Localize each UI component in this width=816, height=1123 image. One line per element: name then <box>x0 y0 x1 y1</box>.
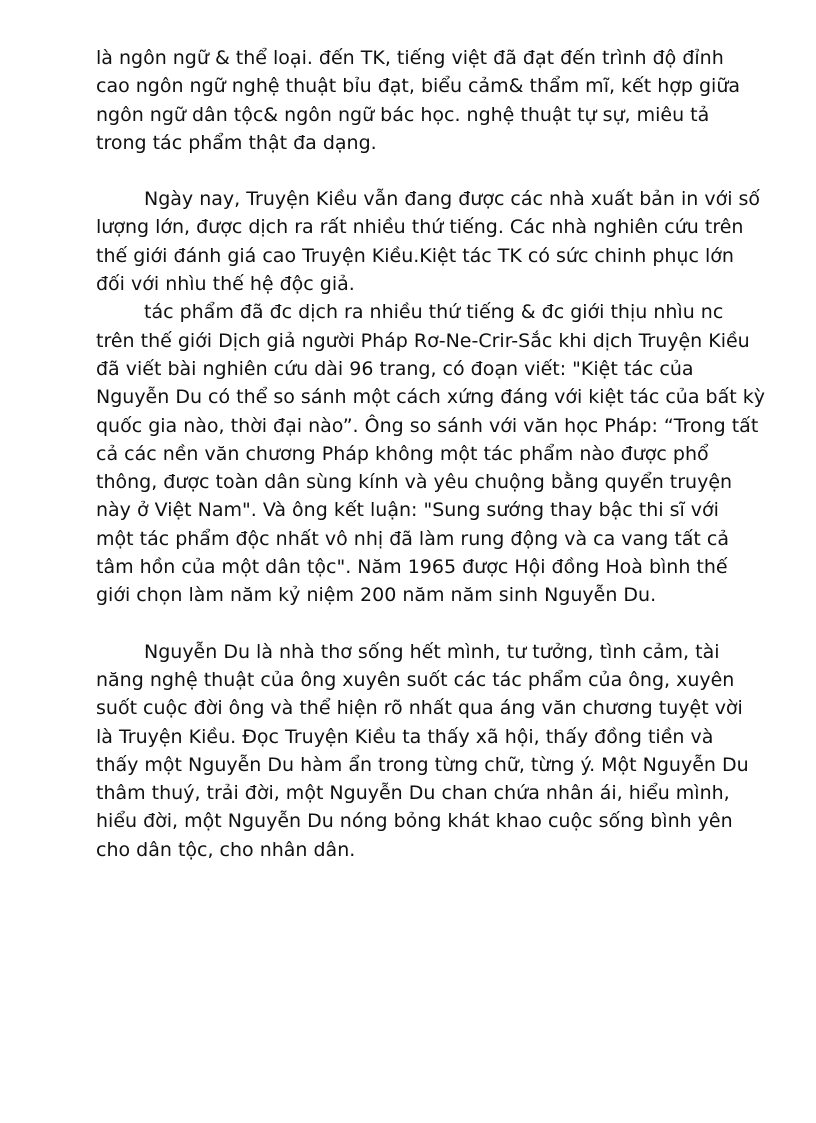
paragraph-1 <box>96 44 741 157</box>
text-line: trong tác phẩm thật đa dạng. <box>96 131 377 154</box>
text-line: giới chọn làm năm kỷ niệm 200 năm năm sinh Nguyễn Du. <box>96 584 657 607</box>
text-line: thấy một Nguyễn Du hàm ẩn trong từng chữ, từng ý. Một Nguyễn Du <box>96 753 749 776</box>
paragraph-4 <box>96 638 749 864</box>
text-line: đối với nhìu thế hệ độc giả. <box>96 273 355 296</box>
text-line: quốc gia nào, thời đại nào”. Ông so sánh với văn học Pháp: “Trong tất <box>96 414 759 437</box>
text-line: một tác phẩm độc nhất vô nhị đã làm rung động và ca vang tất cả <box>96 527 729 550</box>
document-page <box>96 44 765 864</box>
text-line: thông, được toàn dân sùng kính và yêu chuộng bằng quyển truyện <box>96 471 733 494</box>
text-line: là Truyện Kiều. Đọc Truyện Kiều ta thấy xã hội, thấy đồng tiền và <box>96 725 714 748</box>
text-line: suốt cuộc đời ông và thể hiện rõ nhất qua áng văn chương tuyệt vời <box>96 697 743 720</box>
text-line: Nguyễn Du là nhà thơ sống hết mình, tư tưởng, tình cảm, tài <box>144 640 720 663</box>
paragraph-spacer <box>96 610 736 638</box>
text-line: tâm hồn của một dân tộc". Năm 1965 được Hội đồng Hoà bình thế <box>96 556 728 579</box>
text-line: hiểu đời, một Nguyễn Du nóng bỏng khát khao cuộc sống bình yên <box>96 810 733 833</box>
paragraph-spacer <box>96 157 736 185</box>
text-line: là ngôn ngữ & thể loại. đến TK, tiếng việt đã đạt đến trình độ đỉnh <box>96 47 724 69</box>
paragraph-2 <box>96 185 761 298</box>
text-line: đã viết bài nghiên cứu dài 96 trang, có đoạn viết: "Kiệt tác của <box>96 357 694 380</box>
text-line: Ngày nay, Truyện Kiều vẫn đang được các nhà xuất bản in với số <box>144 188 761 211</box>
text-line: thế giới đánh giá cao Truyện Kiều.Kiệt tác TK có sức chinh phục lớn <box>96 244 734 267</box>
text-line: năng nghệ thuật của ông xuyên suốt các tác phẩm của ông, xuyên <box>96 668 735 691</box>
text-line: tác phẩm đã đc dịch ra nhiều thứ tiếng & đc giới thịu nhìu nc <box>144 301 724 324</box>
text-line: cao ngôn ngữ nghệ thuật bỉu đạt, biểu cảm& thẩm mĩ, kết hợp giữa <box>96 75 741 98</box>
text-line: trên thế giới Dịch giả người Pháp Rơ-Ne-Crir-Sắc khi dịch Truyện Kiều <box>96 329 750 352</box>
text-line: ngôn ngữ dân tộc& ngôn ngữ bác học. nghệ thuật tự sự, miêu tả <box>96 103 710 126</box>
text-line: Nguyễn Du có thể so sánh một cách xứng đáng với kiệt tác của bất kỳ <box>96 386 765 409</box>
text-line: cả các nền văn chương Pháp không một tác phẩm nào được phổ <box>96 442 709 465</box>
text-line: này ở Việt Nam". Và ông kết luận: "Sung sướng thay bậc thi sĩ với <box>96 499 719 522</box>
text-line: lượng lớn, được dịch ra rất nhiều thứ tiếng. Các nhà nghiên cứu trên <box>96 216 744 239</box>
text-line: thâm thuý, trải đời, một Nguyễn Du chan chứa nhân ái, hiểu mình, <box>96 782 730 805</box>
text-line: cho dân tộc, cho nhân dân. <box>96 838 356 861</box>
paragraph-3 <box>96 298 765 609</box>
